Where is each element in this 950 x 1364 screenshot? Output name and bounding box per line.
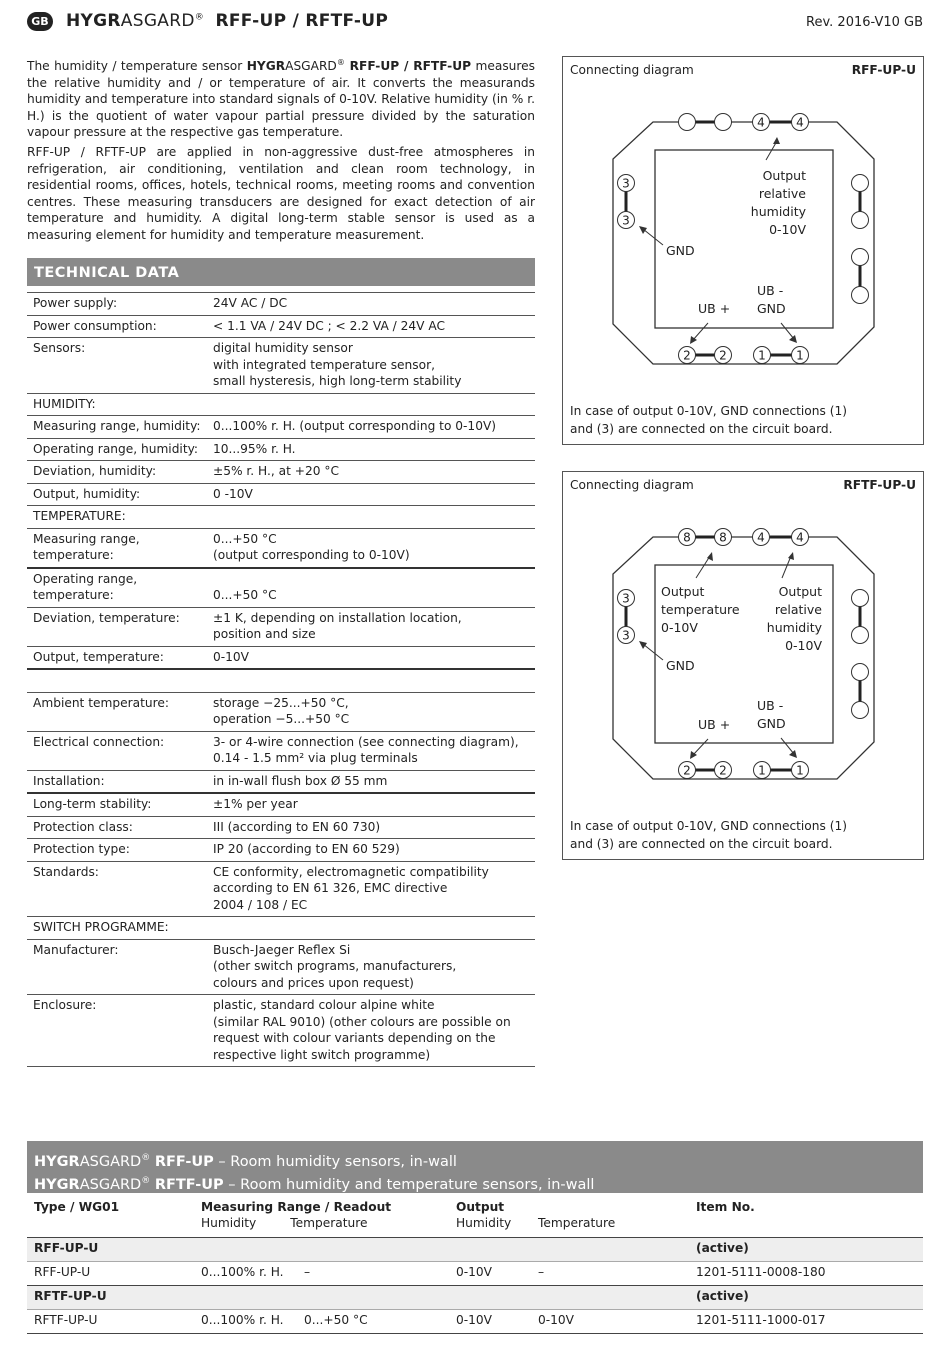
header-output-temperature: Temperature	[538, 1216, 616, 1230]
spec-value: < 1.1 VA / 24V DC ; < 2.2 VA / 24V AC	[207, 315, 535, 338]
header-output-humidity: Humidity	[456, 1216, 512, 1230]
header-measuring: Measuring Range / Readout	[201, 1200, 392, 1214]
intro-text	[27, 55, 535, 247]
spec-label: Standards:	[27, 861, 207, 917]
technical-data-row	[27, 461, 535, 484]
arrow	[643, 644, 663, 660]
output-label: 0-10V	[769, 222, 806, 237]
terminal-label: 4	[757, 115, 765, 130]
group-spacer	[194, 1238, 689, 1262]
spec-value: 10...95% r. H.	[207, 438, 535, 461]
spec-value: 24V AC / DC	[207, 293, 535, 316]
arrowhead	[789, 335, 797, 343]
col-item	[689, 1193, 923, 1238]
page-title	[66, 11, 388, 31]
cell-o-temp: –	[531, 1262, 689, 1286]
spec-value: 0 -10V	[207, 483, 535, 506]
product-table	[27, 1193, 923, 1334]
spec-label: Power consumption:	[27, 315, 207, 338]
arrowhead	[639, 641, 647, 649]
diagram-model: RFTF-UP-U	[843, 478, 916, 492]
arrow	[781, 738, 794, 754]
technical-data-row	[27, 293, 535, 316]
technical-data-row	[27, 506, 535, 529]
technical-data-row	[27, 393, 535, 416]
header-measuring-humidity: Humidity	[201, 1216, 257, 1230]
output-label: humidity	[750, 204, 806, 219]
arrowhead	[773, 137, 780, 144]
output-label: Output	[762, 168, 806, 183]
spec-label: Ambient temperature:	[27, 692, 207, 731]
ub-plus-label: UB +	[698, 717, 731, 732]
arrowhead	[639, 226, 647, 234]
technical-data-row	[27, 568, 535, 608]
intro-model: RFF-UP / RFTF-UP	[344, 59, 472, 74]
intro-brand-rest: ASGARD	[285, 59, 337, 74]
cell-type: RFF-UP-U	[27, 1262, 194, 1286]
diagram-note-line: and (3) are connected on the circuit board.	[570, 836, 833, 851]
terminal-label: 3	[622, 628, 630, 643]
arrow	[782, 556, 791, 578]
product-heading-line-1	[34, 1149, 916, 1172]
spec-value: in in-wall flush box Ø 55 mm	[207, 770, 535, 793]
terminal	[852, 287, 869, 304]
terminal-label: 2	[683, 348, 691, 363]
spec-value: digital humidity sensor with integrated temperature sensor, small hysteresis, high long-term stability	[207, 338, 535, 394]
terminal	[852, 590, 869, 607]
heading-description: – Room humidity sensors, in-wall	[213, 1153, 457, 1170]
technical-data-row	[27, 669, 535, 692]
terminal-label: 3	[622, 176, 630, 191]
sensor-board	[655, 150, 833, 328]
terminal-label: 8	[719, 530, 727, 545]
brand-rest: ASGARD	[79, 1153, 142, 1170]
ub-plus-label: UB +	[698, 301, 731, 316]
ub-minus-label: GND	[757, 716, 786, 731]
intro-p1-start: The humidity / temperature sensor	[27, 59, 247, 74]
spec-value: 0...+50 °C	[207, 568, 535, 608]
brand-bold: HYGR	[66, 11, 121, 31]
arrow	[693, 323, 708, 340]
technical-data-heading-text: TECHNICAL DATA	[34, 265, 180, 281]
output-temp-label: Output	[661, 584, 705, 599]
technical-data-row	[27, 315, 535, 338]
technical-data-row	[27, 917, 535, 940]
spec-value	[207, 393, 535, 416]
spec-label: Output, humidity:	[27, 483, 207, 506]
cell-m-hum: 0...100% r. H.	[194, 1310, 297, 1334]
spec-label: SWITCH PROGRAMME:	[27, 917, 207, 940]
output-label: relative	[758, 186, 806, 201]
technical-data-row	[27, 770, 535, 793]
spec-label: TEMPERATURE:	[27, 506, 207, 529]
terminal-label: 3	[622, 213, 630, 228]
spec-label: Output, temperature:	[27, 646, 207, 669]
spec-label: HUMIDITY:	[27, 393, 207, 416]
product-group-row	[27, 1286, 923, 1310]
arrowhead	[789, 750, 797, 758]
terminal	[852, 664, 869, 681]
model-name: RFF-UP / RFTF-UP	[215, 11, 389, 31]
diagram-note-line: In case of output 0-10V, GND connections (1)	[570, 819, 847, 833]
country-badge: GB	[27, 12, 53, 31]
technical-data-row	[27, 839, 535, 862]
arrow	[693, 739, 708, 755]
wiring-diagram-rftf	[563, 472, 923, 859]
spec-label: Manufacturer:	[27, 939, 207, 995]
diagram-note	[570, 403, 847, 438]
technical-data-row	[27, 646, 535, 669]
spec-value: 0-10V	[207, 646, 535, 669]
spec-value	[207, 506, 535, 529]
spec-label: Enclosure:	[27, 995, 207, 1067]
col-output-temperature	[531, 1193, 689, 1238]
spec-value: Busch-Jaeger Reflex Si (other switch programs, manufacturers, colours and prices upon request)	[207, 939, 535, 995]
arrow	[781, 323, 794, 339]
terminal-label: 2	[719, 348, 727, 363]
technical-data-row	[27, 438, 535, 461]
header-type: Type / WG01	[34, 1200, 120, 1214]
spec-value: IP 20 (according to EN 60 529)	[207, 839, 535, 862]
spec-value	[207, 917, 535, 940]
terminal-label: 2	[683, 763, 691, 778]
spec-value: ±5% r. H., at +20 °C	[207, 461, 535, 484]
cell-m-hum: 0...100% r. H.	[194, 1262, 297, 1286]
spec-label: Sensors:	[27, 338, 207, 394]
diagram-note-line: In case of output 0-10V, GND connections (1)	[570, 404, 847, 418]
spec-value: III (according to EN 60 730)	[207, 816, 535, 839]
terminal	[852, 175, 869, 192]
technical-data-row	[27, 607, 535, 646]
terminal-label: 3	[622, 591, 630, 606]
diagram-model: RFF-UP-U	[851, 63, 916, 77]
terminal-label: 1	[758, 763, 766, 778]
technical-data-row	[27, 939, 535, 995]
arrow	[696, 556, 710, 578]
technical-data-row	[27, 416, 535, 439]
product-group-row	[27, 1238, 923, 1262]
technical-data-heading	[27, 258, 535, 286]
product-table-section	[27, 1141, 923, 1334]
product-item-row	[27, 1310, 923, 1334]
cell-item: 1201-5111-1000-017	[689, 1310, 923, 1334]
terminal	[679, 114, 696, 131]
terminal	[852, 249, 869, 266]
cell-o-hum: 0-10V	[449, 1262, 531, 1286]
output-temp-label: temperature	[661, 602, 740, 617]
registered-mark: ®	[141, 1153, 151, 1163]
output-hum-label: Output	[778, 584, 822, 599]
terminal-label: 4	[796, 115, 804, 130]
heading-description: – Room humidity and temperature sensors, in-wall	[223, 1176, 595, 1193]
spec-label: Long-term stability:	[27, 793, 207, 816]
ub-minus-label: UB -	[757, 698, 784, 713]
spec-label: Installation:	[27, 770, 207, 793]
terminal	[852, 212, 869, 229]
diagram-note-line: and (3) are connected on the circuit board.	[570, 421, 833, 436]
spec-value: plastic, standard colour alpine white (similar RAL 9010) (other colours are possible on request with colour variants depending on the respective light switch programme)	[207, 995, 535, 1067]
terminal-label: 2	[719, 763, 727, 778]
col-measuring	[194, 1193, 449, 1238]
arrowhead	[788, 552, 794, 560]
spec-value: CE conformity, electromagnetic compatibility according to EN 61 326, EMC directive 2004 / 108 / EC	[207, 861, 535, 917]
product-heading-line-2	[34, 1172, 916, 1195]
technical-data-row	[27, 528, 535, 568]
terminal	[852, 702, 869, 719]
output-hum-label: relative	[774, 602, 822, 617]
terminal-label: 4	[796, 530, 804, 545]
technical-data-row	[27, 338, 535, 394]
output-hum-label: humidity	[766, 620, 822, 635]
brand-rest: ASGARD	[79, 1176, 142, 1193]
header-item: Item No.	[696, 1200, 755, 1214]
spec-label: Protection type:	[27, 839, 207, 862]
cell-o-temp: 0-10V	[531, 1310, 689, 1334]
spec-value	[207, 669, 535, 692]
diagram-title: Connecting diagram	[570, 478, 694, 492]
cell-item: 1201-5111-0008-180	[689, 1262, 923, 1286]
model-name: RFTF-UP	[154, 1176, 224, 1193]
spec-value: storage −25...+50 °C, operation −5...+50 °C	[207, 692, 535, 731]
intro-paragraph-1	[27, 55, 535, 141]
col-output-humidity	[449, 1193, 531, 1238]
model-name: RFF-UP	[154, 1153, 214, 1170]
spec-label: Operating range, temperature:	[27, 568, 207, 608]
output-temp-label: 0-10V	[661, 620, 698, 635]
diagram-note	[570, 818, 847, 853]
intro-brand-bold: HYGR	[246, 59, 286, 74]
terminal-label: 1	[796, 763, 804, 778]
technical-data-table	[27, 292, 535, 1067]
intro-paragraph-2: RFF-UP / RFTF-UP are applied in non-aggressive dust-free atmospheres in refrigeration, air conditioning, ventilation and clean room technology, in residential rooms, offices, hotels, technical rooms, meeting rooms and convention centres. These measuring transducers are designed for exact detection of air temperature and humidity. A digital long-term stable sensor is used as a measuring element for humidity and temperature measurement.	[27, 145, 535, 242]
terminal-label: 8	[683, 530, 691, 545]
technical-data-row	[27, 483, 535, 506]
technical-data-row	[27, 995, 535, 1067]
col-type	[27, 1193, 194, 1238]
terminal-label: 1	[758, 348, 766, 363]
brand-bold: HYGR	[34, 1153, 80, 1170]
header-output: Output	[456, 1200, 505, 1214]
spec-label: Deviation, temperature:	[27, 607, 207, 646]
spec-value: ±1 K, depending on installation location, position and size	[207, 607, 535, 646]
cell-o-hum: 0-10V	[449, 1310, 531, 1334]
output-hum-label: 0-10V	[785, 638, 822, 653]
spec-label: Protection class:	[27, 816, 207, 839]
revision: Rev. 2016-V10 GB	[806, 15, 923, 30]
connecting-diagram-rftf	[562, 471, 924, 860]
technical-data-row	[27, 692, 535, 731]
product-table-header-row	[27, 1193, 923, 1238]
spec-label: Electrical connection:	[27, 731, 207, 770]
connecting-diagram-rff	[562, 56, 924, 445]
spec-label: Measuring range, humidity:	[27, 416, 207, 439]
technical-data-row	[27, 816, 535, 839]
cell-m-temp: –	[297, 1262, 449, 1286]
cell-m-temp: 0...+50 °C	[297, 1310, 449, 1334]
intro-p1-end: measures the relative humidity and / or temperature of air. It converts the measurands humidity and temperature into standard signals of 0-10V. Relative humidity (in % r. H.) is the quotient of water vapour partial pressure divided by the saturation vapour pressure at the respective gas temperature.	[27, 59, 535, 140]
spec-label: Operating range, humidity:	[27, 438, 207, 461]
terminal	[852, 627, 869, 644]
technical-data-row	[27, 861, 535, 917]
arrow	[643, 229, 663, 245]
gnd-label: GND	[666, 243, 695, 258]
spec-value: ±1% per year	[207, 793, 535, 816]
terminal	[715, 114, 732, 131]
technical-data-row	[27, 793, 535, 816]
group-spacer	[194, 1286, 689, 1310]
wiring-diagram-rff	[563, 57, 923, 444]
spec-label	[27, 669, 207, 692]
group-name: RFTF-UP-U	[27, 1286, 194, 1310]
group-name: RFF-UP-U	[27, 1238, 194, 1262]
spec-value: 0...100% r. H. (output corresponding to 0-10V)	[207, 416, 535, 439]
terminal-label: 1	[796, 348, 804, 363]
registered-mark: ®	[141, 1175, 151, 1186]
ub-minus-label: UB -	[757, 283, 784, 298]
spec-value: 3- or 4-wire connection (see connecting diagram), 0.14 - 1.5 mm² via plug terminals	[207, 731, 535, 770]
diagram-title: Connecting diagram	[570, 63, 694, 77]
product-table-heading	[27, 1141, 923, 1193]
registered-mark: ®	[194, 12, 205, 23]
group-status: (active)	[689, 1286, 923, 1310]
technical-data-row	[27, 731, 535, 770]
ub-minus-label: GND	[757, 301, 786, 316]
spec-value: 0...+50 °C (output corresponding to 0-10V)	[207, 528, 535, 568]
gnd-label: GND	[666, 658, 695, 673]
page-header	[27, 11, 923, 37]
header-measuring-temperature: Temperature	[290, 1216, 368, 1230]
spec-label: Measuring range, temperature:	[27, 528, 207, 568]
cell-type: RFTF-UP-U	[27, 1310, 194, 1334]
terminal-label: 4	[757, 530, 765, 545]
spec-label: Power supply:	[27, 293, 207, 316]
intro-reg: ®	[336, 58, 345, 67]
brand-rest: ASGARD	[120, 11, 195, 31]
group-status: (active)	[689, 1238, 923, 1262]
spec-label: Deviation, humidity:	[27, 461, 207, 484]
brand-bold: HYGR	[34, 1176, 80, 1193]
product-item-row	[27, 1262, 923, 1286]
